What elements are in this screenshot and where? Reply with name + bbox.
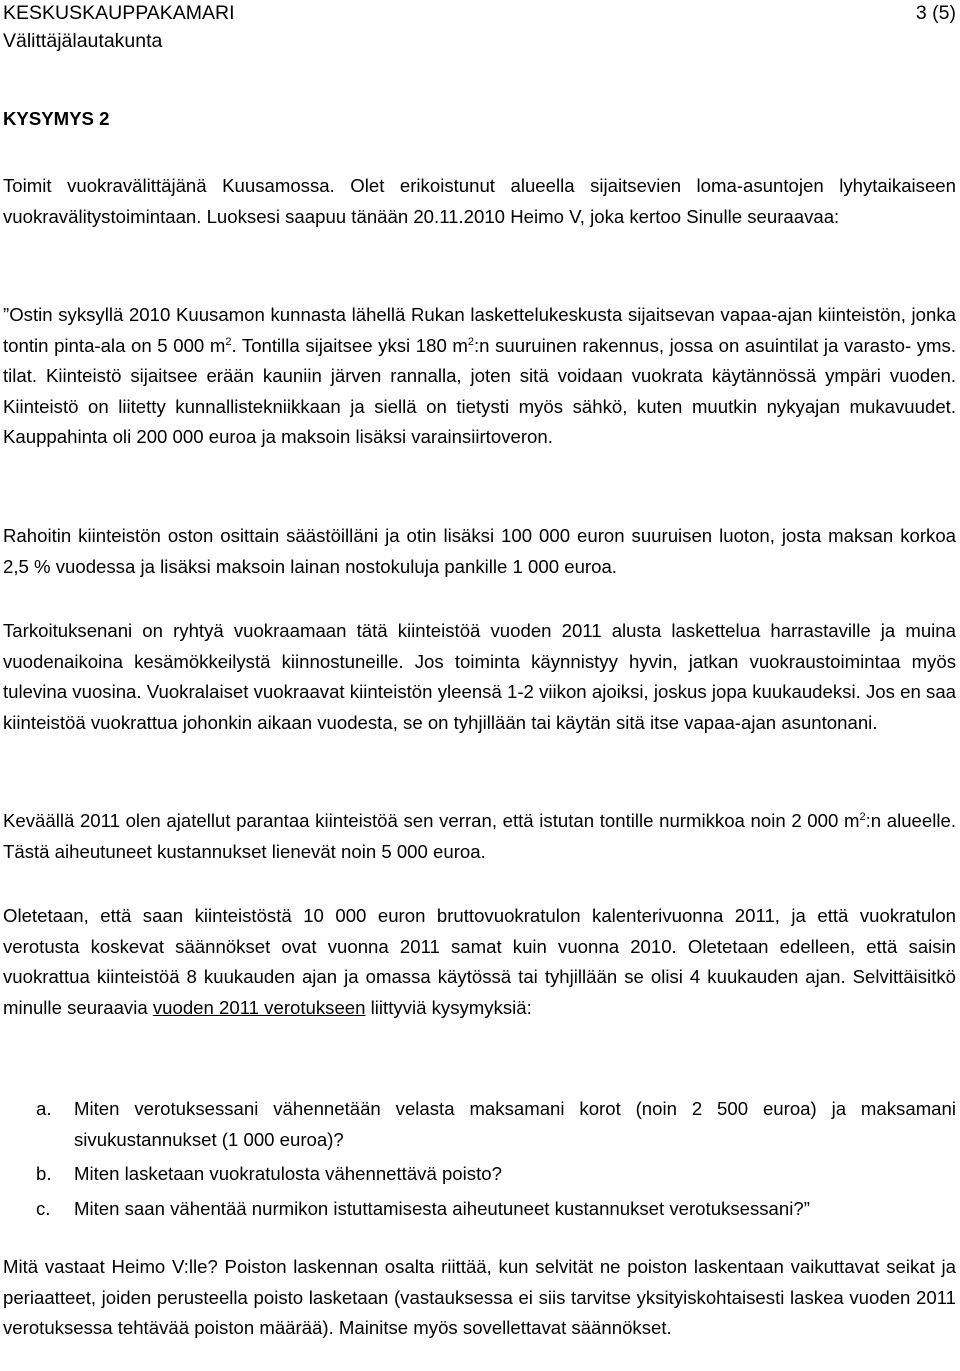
story-paragraph-1-text-c: :n suuruinen rakennus, jossa on asuintilat ja varasto- yms. tilat. Kiinteistö sijaitsee erään kauniin järven rannalla, joten sitä voidaan vuokrata käytännössä ympäri vuoden. Kiinteistö on liitetty kunnallistekniikkaan ja siellä on tietysti myös sähkö, kuten muutkin nykyajan mukavuudet. Kauppahinta oli 200 000 euroa ja maksoin lisäksi varainsiirtoveron.	[3, 334, 956, 448]
list-item	[3, 1159, 956, 1190]
story-paragraph-1-text-a: ”Ostin syksyllä 2010 Kuusamon kunnasta lähellä Rukan laskettelukeskusta sijaitsevan vapaa-ajan kiinteistön, jonka tontin pinta-ala on 5 000 m	[3, 304, 956, 356]
underlined-phrase: vuoden 2011 verotukseen	[152, 996, 366, 1018]
list-item-text: Miten lasketaan vuokratulosta vähennettävä poisto?	[74, 1163, 502, 1185]
committee-name: Välittäjälautakunta	[3, 30, 163, 52]
closing-paragraph: Mitä vastaat Heimo V:lle? Poiston laskennan osalta riittää, kun selvität ne poiston laskentaan vaikuttavat seikat ja periaatteet, joiden perusteella poisto lasketaan (vastauksessa ei siis tarvitse yksityiskohtaisesti laskea vuoden 2011 verotuksessa tehtävää poiston määrää). Mainitse myös sovellettavat säännökset.	[3, 1256, 956, 1339]
story-paragraph-3: Tarkoituksenani on ryhtyä vuokraamaan tätä kiinteistöä vuoden 2011 alusta laskettelua harrastaville ja muina vuodenaikoina kesämökkeilystä kiinnostuneille. Jos toiminta käynnistyy hyvin, jatkan vuokraustoimintaa myös tulevina vuosina. Vuokralaiset vuokraavat kiinteistön yleensä 1-2 viikon ajoiksi, joskus jopa kuukaudeksi. Jos en saa kiinteistöä vuokrattua johonkin aikaan vuodesta, se on tyhjillään tai käytän sitä itse vapaa-ajan asuntonani.	[3, 620, 956, 733]
story-paragraph-5-text-b: liittyviä kysymyksiä:	[365, 996, 532, 1018]
organization-name: KESKUSKAUPPAKAMARI	[3, 2, 235, 24]
list-marker: c.	[36, 1197, 51, 1219]
story-paragraph-2: Rahoitin kiinteistön oston osittain säästöilläni ja otin lisäksi 100 000 euron suuruisen luoton, josta maksan korkoa 2,5 % vuodessa ja lisäksi maksoin lainan nostokuluja pankille 1 000 euroa.	[3, 525, 956, 577]
story-paragraph-5	[3, 901, 956, 1023]
story-paragraph-4	[3, 806, 956, 867]
list-item	[3, 1194, 956, 1225]
question-title: KYSYMYS 2	[3, 108, 110, 129]
page-number: 3 (5)	[915, 2, 956, 24]
story-paragraph-5-text-a: Oletetaan, että saan kiinteistöstä 10 000 euron bruttovuokratulon kalenterivuonna 2011, ja että vuokratulon verotusta koskevat säännökset ovat vuonna 2011 samat kuin vuonna 2010. Oletetaan edelleen, että saisin vuokrattua kiinteistöä 8 kuukauden ajan ja omassa käytössä tai tyhjillään se olisi 4 kuukauden ajan. Selvittäisitkö minulle seuraavia	[3, 905, 956, 1018]
story-paragraph-1	[3, 300, 956, 453]
list-marker: a.	[36, 1098, 52, 1119]
story-paragraph-4-text-b: :n alueelle. Tästä aiheutuneet kustannukset lienevät noin 5 000 euroa.	[3, 810, 957, 862]
page-header	[3, 0, 956, 26]
question-list	[3, 1094, 956, 1228]
list-item-text: Miten saan vähentää nurmikon istuttamisesta aiheutuneet kustannukset verotuksessani?”	[74, 1197, 810, 1219]
superscript: 2	[225, 335, 232, 348]
intro-paragraph: Toimit vuokravälittäjänä Kuusamossa. Olet erikoistunut alueella sijaitsevien loma-asuntojen lyhytaikaiseen vuokravälitystoimintaan. Luoksesi saapuu tänään 20.11.2010 Heimo V, joka kertoo Sinulle seuraavaa:	[3, 175, 956, 227]
story-paragraph-4-text-a: Keväällä 2011 olen ajatellut parantaa kiinteistöä sen verran, että istutan tontille nurmikkoa noin 2 000 m	[3, 810, 860, 831]
story-paragraph-1-text-b: . Tontilla sijaitsee yksi 180 m	[231, 334, 468, 356]
superscript: 2	[467, 335, 475, 348]
list-marker: b.	[36, 1163, 52, 1185]
list-item	[3, 1094, 956, 1155]
list-item-text: Miten verotuksessani vähennetään velasta maksamani korot (noin 2 500 euroa) ja maksamani sivukustannukset (1 000 euroa)?	[74, 1098, 956, 1150]
page-subheader	[3, 28, 956, 54]
superscript: 2	[859, 810, 866, 823]
